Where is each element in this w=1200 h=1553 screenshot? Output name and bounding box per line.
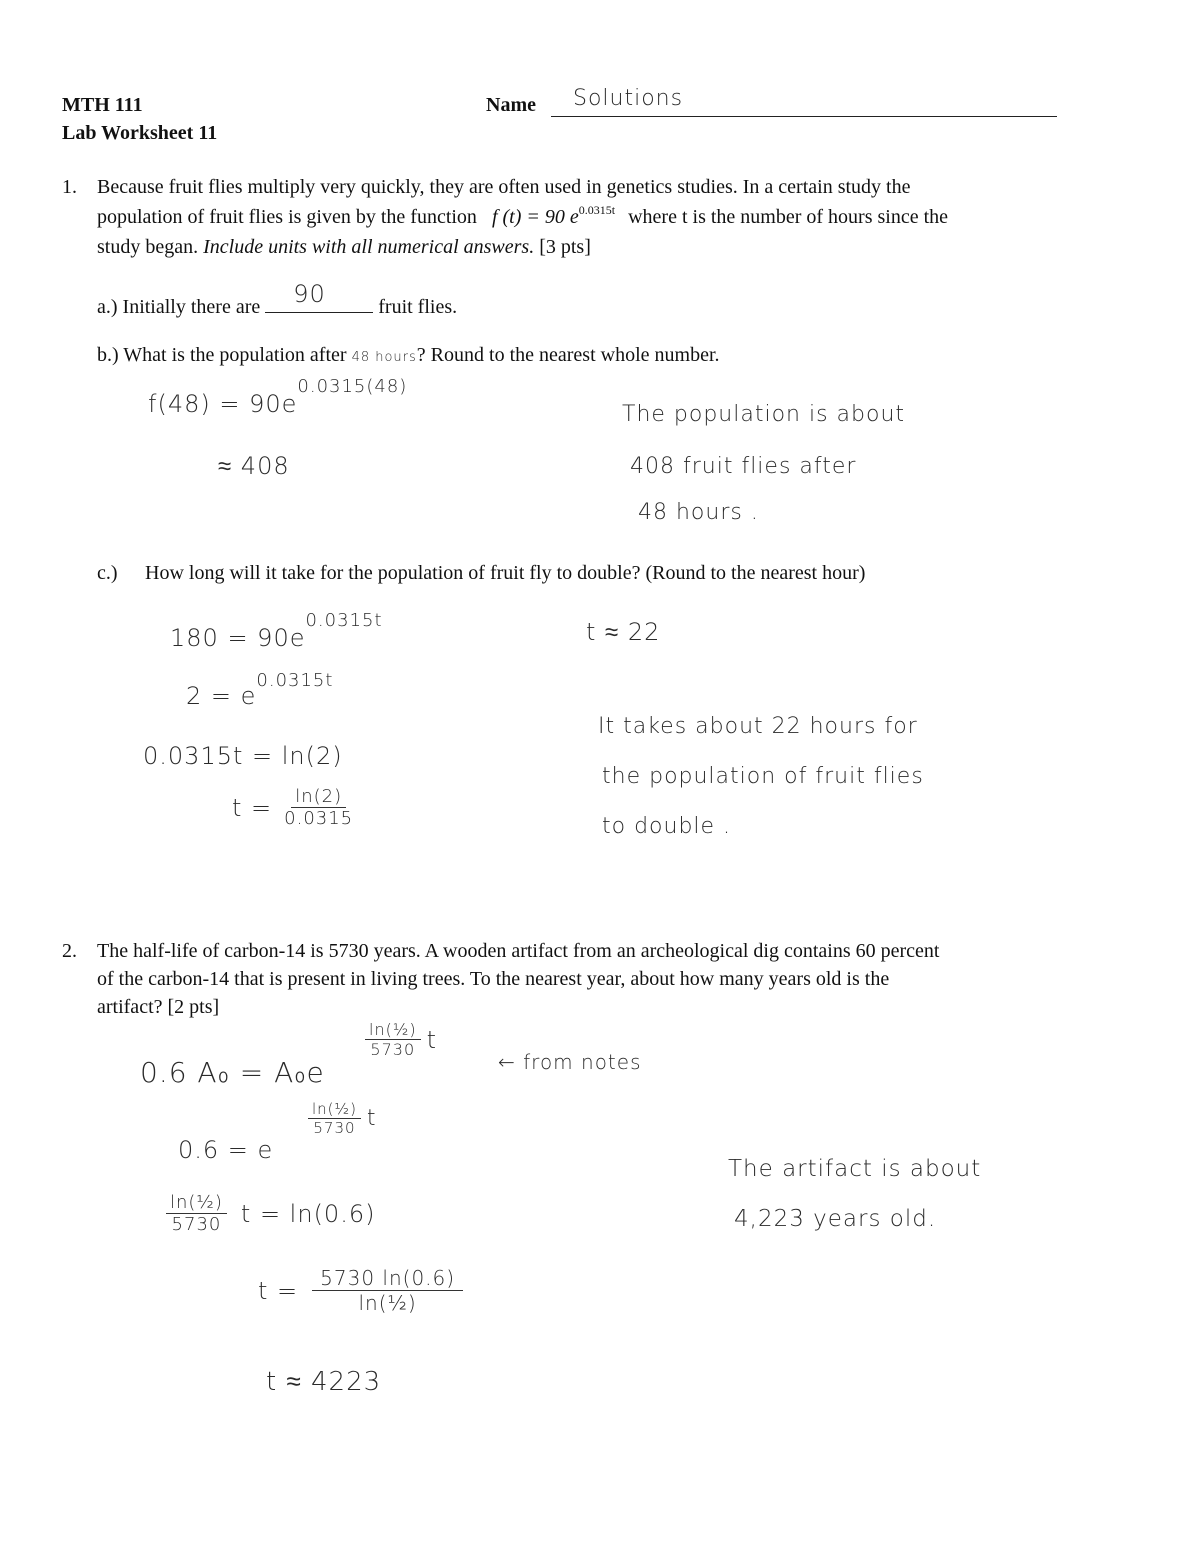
q1b-note-line3: 48 hours . xyxy=(638,500,759,525)
q1-line3 xyxy=(97,236,591,259)
q1b-handwritten-hours: 48 hours xyxy=(351,350,417,365)
q2-work-line5: t ≈ 4223 xyxy=(266,1367,382,1397)
q1-line2-pre: population of fruit flies is given by the function xyxy=(97,206,477,228)
course-title: MTH 111 xyxy=(62,94,143,116)
q2-work-line3-den: 5730 xyxy=(171,1214,222,1235)
q1-function: f (t) = 90 e xyxy=(491,206,579,228)
q2-number: 2. xyxy=(62,940,77,962)
q2-work-line2-exp-num: ln(½) xyxy=(308,1100,361,1119)
q1b-work-line1 xyxy=(148,376,408,418)
name-label: Name xyxy=(486,94,536,116)
q1c-work-line2-lhs: 2 = e xyxy=(186,682,257,710)
q1b-question xyxy=(97,344,720,367)
q2-note-line1: The artifact is about xyxy=(728,1156,982,1182)
q2-work-line2-lhs: 0.6 = e xyxy=(178,1136,274,1164)
q2-work-line2-exp-t: t xyxy=(366,1106,377,1131)
q2-work-line3-rhs: t = ln(0.6) xyxy=(240,1199,376,1228)
q1-line1: Because fruit flies multiply very quickly, they are often used in genetics studies. In a certain study the xyxy=(97,176,911,198)
q1c-label: c.) xyxy=(97,562,118,584)
q2-work-line1-lhs: 0.6 A₀ = A₀e xyxy=(140,1056,325,1089)
q2-work-line3-num: ln(½) xyxy=(166,1192,227,1214)
q1-line2 xyxy=(97,203,949,229)
q1a-post: fruit flies. xyxy=(378,296,458,318)
q1b-pre: b.) What is the population after xyxy=(97,344,347,366)
q2-work-line2-exp-fraction xyxy=(308,1100,361,1137)
q1a-pre: a.) Initially there are xyxy=(97,296,261,318)
q2-work-line4-num: 5730 ln(0.6) xyxy=(312,1266,463,1291)
q1c-work-fraction xyxy=(280,786,357,829)
q2-work-line2-exponent xyxy=(308,1100,377,1137)
q1c-work-line1-lhs: 180 = 90e xyxy=(170,624,306,652)
q1c-note-line3: to double . xyxy=(602,814,732,839)
q2-work-line3 xyxy=(166,1192,375,1235)
q1c-work-fraction-num: ln(2) xyxy=(291,786,346,808)
name-value: Solutions xyxy=(573,86,684,111)
q2-work-line2-exp-den: 5730 xyxy=(313,1119,356,1137)
q1c-work-line1-exponent: 0.0315t xyxy=(305,610,383,631)
q1-function-exponent: 0.0315t xyxy=(578,203,616,217)
q1b-work-exponent: 0.0315(48) xyxy=(297,376,408,397)
q1c-work-line3: 0.0315t = ln(2) xyxy=(143,742,343,770)
q1c-work-line4-lhs: t = xyxy=(232,793,273,822)
q1a-question xyxy=(97,280,458,319)
q1b-work-lhs: f(48) = 90e xyxy=(148,390,298,418)
q2-work-line3-fraction xyxy=(166,1192,227,1235)
worksheet-title: Lab Worksheet 11 xyxy=(62,122,218,144)
q1-line3-pre: study began. xyxy=(97,236,199,258)
q1c-work-line4 xyxy=(232,786,357,829)
q2-work-line4-lhs: t = xyxy=(258,1276,299,1305)
q1c-work-fraction-den: 0.0315 xyxy=(284,808,354,829)
q2-line1: The half-life of carbon-14 is 5730 years. A wooden artifact from an archeological dig contains 60 percent xyxy=(97,940,940,962)
q1-number: 1. xyxy=(62,176,77,198)
q1b-note-line2: 408 fruit flies after xyxy=(630,454,857,479)
q2-line3: artifact? [2 pts] xyxy=(97,996,220,1018)
name-field[interactable] xyxy=(551,86,1057,117)
q1c-question: How long will it take for the population of fruit fly to double? (Round to the nearest hour) xyxy=(145,562,866,584)
q2-work-line2 xyxy=(178,1136,273,1164)
q1-line2-post: where t is the number of hours since the xyxy=(628,206,949,228)
q1c-result: t ≈ 22 xyxy=(586,618,661,646)
q2-work-line1-exp-fraction xyxy=(365,1020,421,1059)
q1c-work-line1 xyxy=(170,610,383,652)
q1-points: [3 pts] xyxy=(539,236,591,258)
q1b-post: ? Round to the nearest whole number. xyxy=(416,344,720,366)
q2-work-line1-exp-den: 5730 xyxy=(370,1040,416,1059)
q2-note-line2: 4,223 years old. xyxy=(734,1206,937,1232)
q1c-note-line2: the population of fruit flies xyxy=(602,764,924,789)
q2-work-line4-fraction xyxy=(312,1266,463,1315)
q2-work-line1-exp-num: ln(½) xyxy=(365,1020,421,1040)
q1b-work-line2: ≈ 408 xyxy=(218,452,290,480)
q2-work-line4 xyxy=(258,1266,463,1315)
q2-line2: of the carbon-14 that is present in living trees. To the nearest year, about how many years old is the xyxy=(97,968,890,990)
q1-units-note: Include units with all numerical answers. xyxy=(203,236,535,258)
q1c-work-line2-exponent: 0.0315t xyxy=(256,670,334,691)
q2-work-line1 xyxy=(140,1056,325,1089)
q1c-work-line2 xyxy=(186,670,334,710)
q1b-note-line1: The population is about xyxy=(622,402,906,427)
q1c-note-line1: It takes about 22 hours for xyxy=(598,714,918,739)
q2-work-line1-exponent xyxy=(365,1020,437,1059)
q1a-answer: 90 xyxy=(293,280,326,308)
q2-work-line1-exp-t: t xyxy=(426,1025,437,1054)
q1a-answer-field[interactable] xyxy=(265,280,373,313)
q2-work-note: ← from notes xyxy=(498,1050,642,1074)
q2-work-line4-den: ln(½) xyxy=(358,1291,417,1315)
